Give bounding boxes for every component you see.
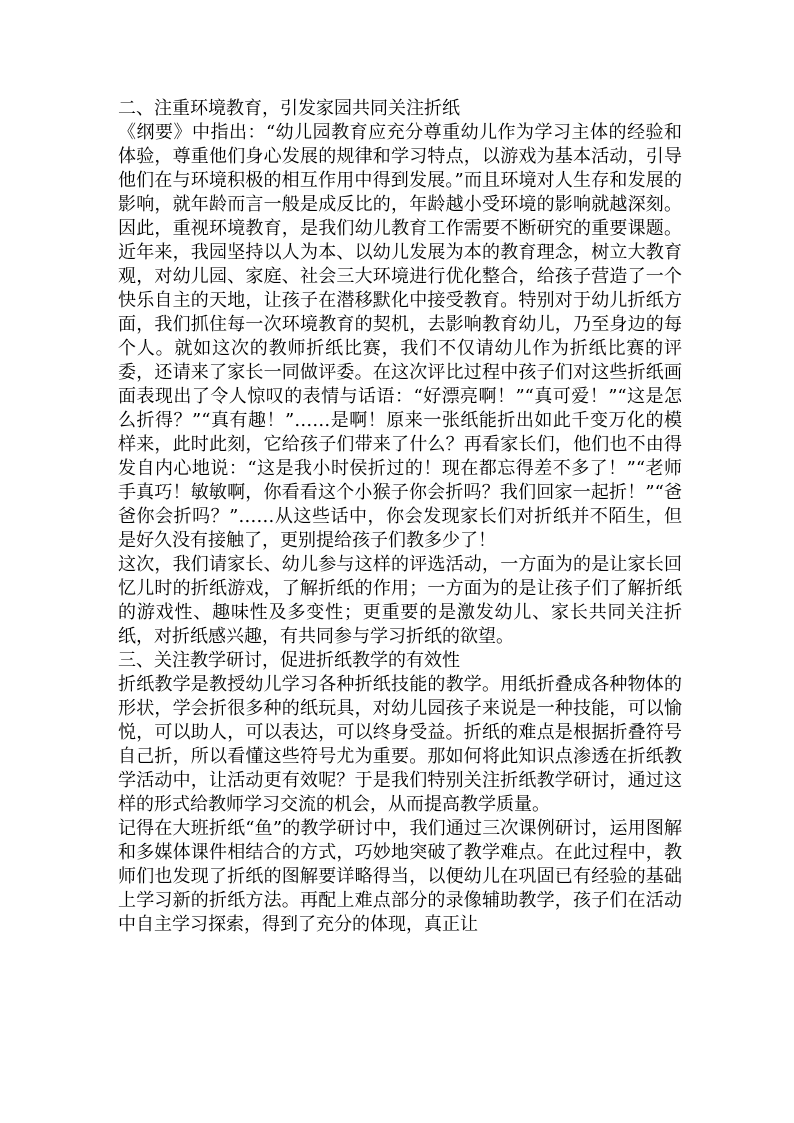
section-heading-environment: 二、注重环境教育，引发家园共同关注折纸 <box>118 98 460 119</box>
paragraph-origami-teaching: 折纸教学是教授幼儿学习各种折纸技能的教学。用纸折叠成各种物体的形状，学会折很多种的纸玩具，对幼儿园孩子来说是一种技能，可以愉悦，可以助人，可以表达，可以终身受益。折纸的难点是根据折叠符号自己折，所以看懂这些符号尤为重要。那如何将此知识点渗透在折纸教学活动中，让活动更有效呢？于是我们特别关注折纸教学研讨，通过这样的形式给教师学习交流的机会，从而提高教学质量。 <box>118 674 682 815</box>
section-heading-teaching-research: 三、关注教学研讨，促进折纸教学的有效性 <box>118 650 460 671</box>
paragraph-parent-participation: 这次，我们请家长、幼儿参与这样的评选活动，一方面为的是让家长回忆儿时的折纸游戏，了解折纸的作用；一方面为的是让孩子们了解折纸的游戏性、趣味性及多变性；更重要的是激发幼儿、家长共同关注折纸，对折纸感兴趣，有共同参与学习折纸的欲望。 <box>118 554 682 647</box>
paragraph-guideline-environment: 《纲要》中指出：“幼儿园教育应充分尊重幼儿作为学习主体的经验和体验，尊重他们身心发展的规律和学习特点，以游戏为基本活动，引导他们在与环境积极的相互作用中得到发展。”而且环境对人生存和发展的影响，就年龄而言一般是成反比的，年龄越小受环境的影响就越深刻。因此，重视环境教育，是我们幼儿教育工作需要不断研究的重要课题。 近年来，我园坚持以人为本、以幼儿发展为本的教育理念，树立大教育观，对幼儿园、家庭、社会三大环境进行优化整合，给孩子营造了一个快乐自主的天地，让孩子在潜移默化中接受教育。特别对于幼儿折纸方面，我们抓住每一次环境教育的契机，去影响教育幼儿，乃至身边的每个人。就如这次的教师折纸比赛，我们不仅请幼儿作为折纸比赛的评委，还请来了家长一同做评委。在这次评比过程中孩子们对这些折纸画面表现出了令人惊叹的表情与话语：“好漂亮啊！”“真可爱！”“这是怎么折得？”“真有趣！”……是啊！原来一张纸能折出如此千变万化的模样来，此时此刻，它给孩子们带来了什么？再看家长们，他们也不由得发自内心地说：“这是我小时侯折过的！现在都忘得差不多了！”“老师手真巧！敏敏啊，你看看这个小猴子你会折吗？我们回家一起折！”“爸爸你会折吗？”……从这些话中，你会发现家长们对折纸并不陌生，但是好久没有接触了，更别提给孩子们教多少了！ <box>118 122 682 551</box>
paragraph-fish-lesson: 记得在大班折纸“鱼”的教学研讨中，我们通过三次课例研讨，运用图解和多媒体课件相结合的方式，巧妙地突破了教学难点。在此过程中，教师们也发现了折纸的图解要详略得当，以便幼儿在巩固已有经验的基础上学习新的折纸方法。再配上难点部分的录像辅助教学，孩子们在活动中自主学习探索，得到了充分的体现，真正让 <box>118 818 682 935</box>
document-page <box>118 97 682 937</box>
